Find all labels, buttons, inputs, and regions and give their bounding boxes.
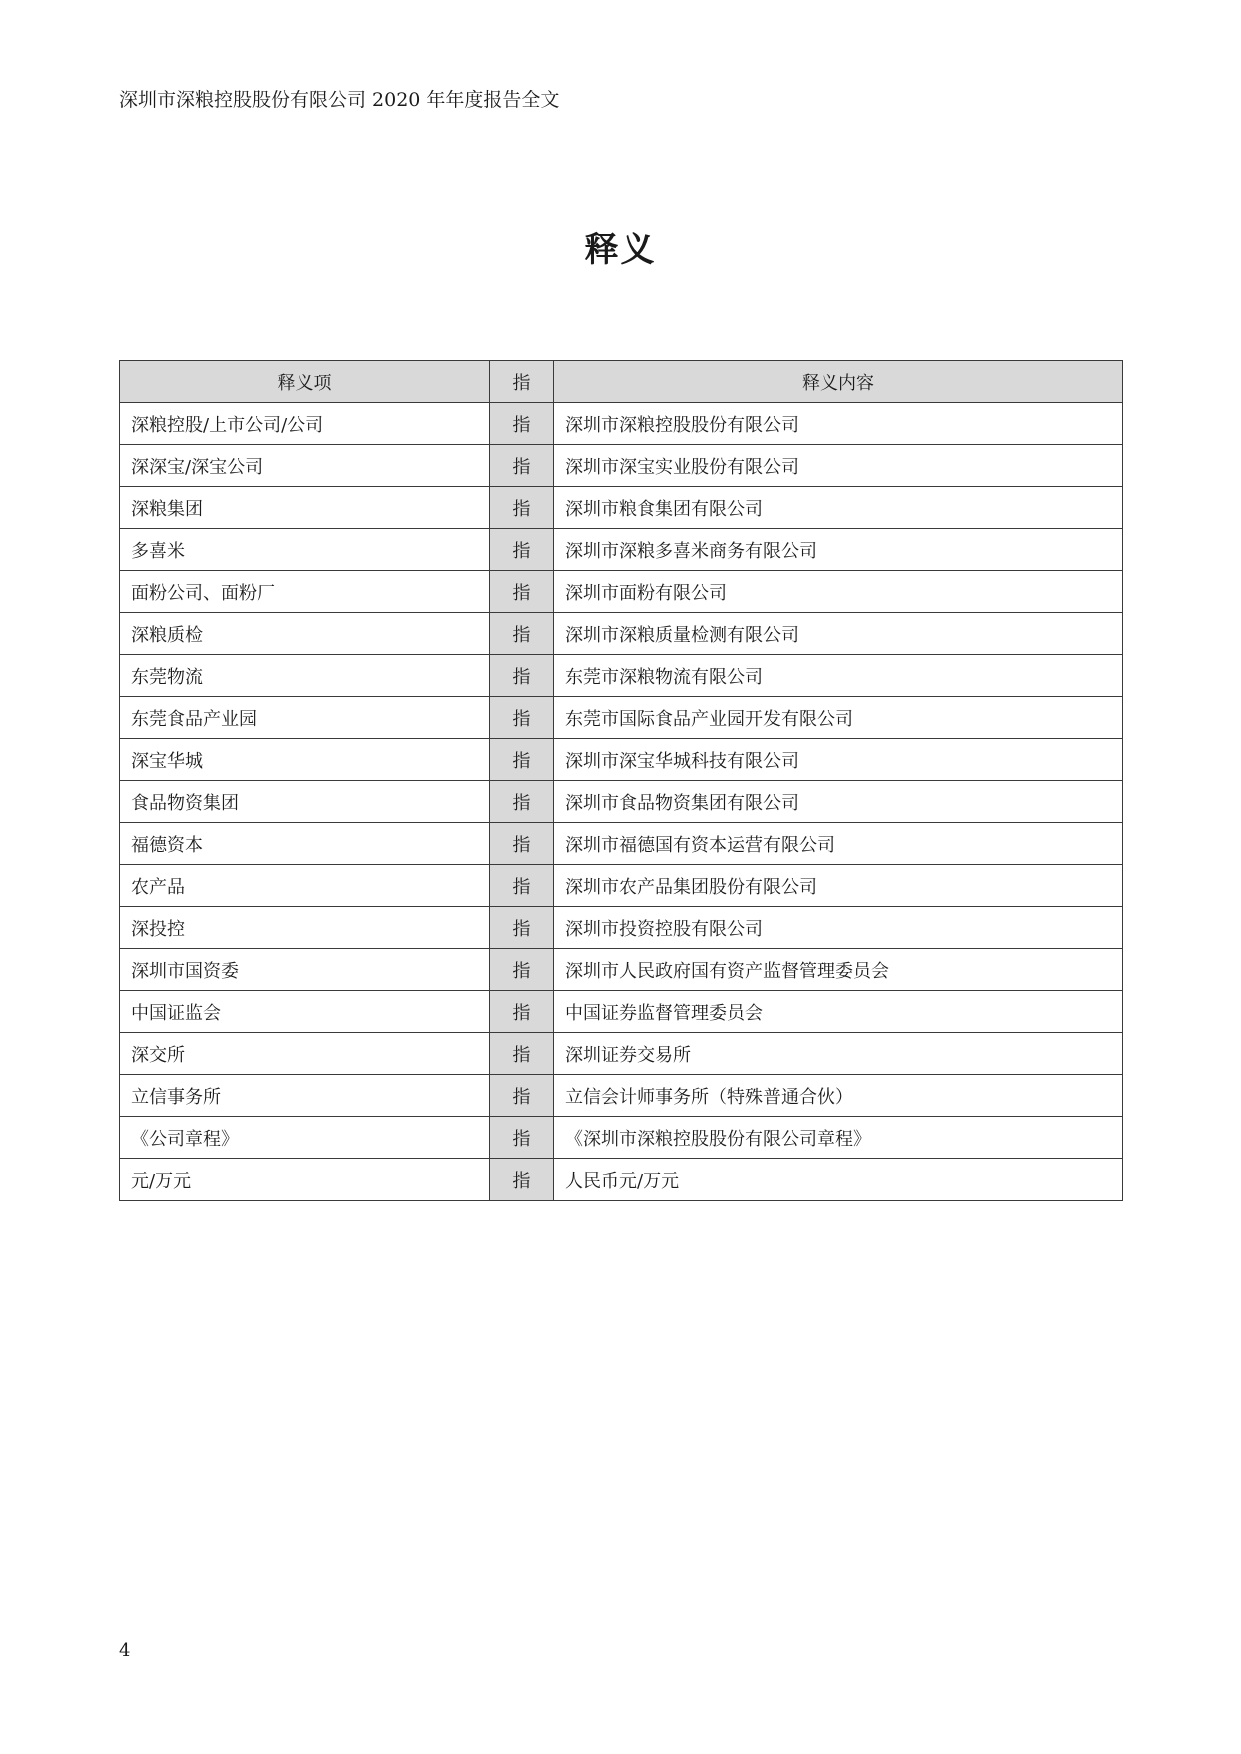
- term-cell: 中国证监会: [120, 991, 490, 1033]
- term-cell: 深交所: [120, 1033, 490, 1075]
- table-row: [120, 781, 1123, 823]
- meaning-cell: 深圳市深粮多喜米商务有限公司: [554, 529, 1123, 571]
- meaning-cell: 中国证券监督管理委员会: [554, 991, 1123, 1033]
- term-cell: 深宝华城: [120, 739, 490, 781]
- table-row: [120, 823, 1123, 865]
- meaning-cell: 人民币元/万元: [554, 1159, 1123, 1201]
- refers-cell: 指: [490, 865, 554, 907]
- term-cell: 福德资本: [120, 823, 490, 865]
- table-row: [120, 697, 1123, 739]
- section-title: 释义: [584, 230, 657, 270]
- refers-cell: 指: [490, 907, 554, 949]
- refers-cell: 指: [490, 1159, 554, 1201]
- term-cell: 东莞物流: [120, 655, 490, 697]
- term-cell: 东莞食品产业园: [120, 697, 490, 739]
- term-cell: 《公司章程》: [120, 1117, 490, 1159]
- term-cell: 深深宝/深宝公司: [120, 445, 490, 487]
- table-row: [120, 991, 1123, 1033]
- column-header-refers: 指: [490, 361, 554, 403]
- term-cell: 多喜米: [120, 529, 490, 571]
- refers-cell: 指: [490, 613, 554, 655]
- meaning-cell: 深圳市农产品集团股份有限公司: [554, 865, 1123, 907]
- meaning-cell: 深圳市深粮控股股份有限公司: [554, 403, 1123, 445]
- meaning-cell: 深圳市粮食集团有限公司: [554, 487, 1123, 529]
- running-header: 深圳市深粮控股股份有限公司 2020 年年度报告全文: [119, 89, 560, 111]
- meaning-cell: 深圳证券交易所: [554, 1033, 1123, 1075]
- refers-cell: 指: [490, 991, 554, 1033]
- meaning-cell: 深圳市深宝华城科技有限公司: [554, 739, 1123, 781]
- meaning-cell: 东莞市深粮物流有限公司: [554, 655, 1123, 697]
- refers-cell: 指: [490, 697, 554, 739]
- term-cell: 面粉公司、面粉厂: [120, 571, 490, 613]
- table-row: [120, 1117, 1123, 1159]
- meaning-cell: 深圳市食品物资集团有限公司: [554, 781, 1123, 823]
- table-row: [120, 907, 1123, 949]
- table-row: [120, 1033, 1123, 1075]
- meaning-cell: 深圳市面粉有限公司: [554, 571, 1123, 613]
- meaning-cell: 深圳市投资控股有限公司: [554, 907, 1123, 949]
- term-cell: 食品物资集团: [120, 781, 490, 823]
- refers-cell: 指: [490, 1117, 554, 1159]
- refers-cell: 指: [490, 781, 554, 823]
- table-header-row: [120, 361, 1123, 403]
- table-row: [120, 403, 1123, 445]
- meaning-cell: 深圳市深粮质量检测有限公司: [554, 613, 1123, 655]
- table-row: [120, 865, 1123, 907]
- meaning-cell: 深圳市福德国有资本运营有限公司: [554, 823, 1123, 865]
- refers-cell: 指: [490, 529, 554, 571]
- term-cell: 农产品: [120, 865, 490, 907]
- page-number: 4: [119, 1640, 131, 1661]
- term-cell: 元/万元: [120, 1159, 490, 1201]
- table-row: [120, 487, 1123, 529]
- term-cell: 深粮集团: [120, 487, 490, 529]
- meaning-cell: 立信会计师事务所（特殊普通合伙）: [554, 1075, 1123, 1117]
- term-cell: 深粮质检: [120, 613, 490, 655]
- refers-cell: 指: [490, 1075, 554, 1117]
- refers-cell: 指: [490, 571, 554, 613]
- table-row: [120, 949, 1123, 991]
- meaning-cell: 深圳市深宝实业股份有限公司: [554, 445, 1123, 487]
- refers-cell: 指: [490, 487, 554, 529]
- table-row: [120, 571, 1123, 613]
- table-row: [120, 613, 1123, 655]
- table-row: [120, 529, 1123, 571]
- column-header-meaning: 释义内容: [554, 361, 1123, 403]
- refers-cell: 指: [490, 949, 554, 991]
- table-row: [120, 1075, 1123, 1117]
- definition-rows: [120, 403, 1123, 1201]
- meaning-cell: 深圳市人民政府国有资产监督管理委员会: [554, 949, 1123, 991]
- column-header-term: 释义项: [120, 361, 490, 403]
- table-row: [120, 445, 1123, 487]
- table-row: [120, 655, 1123, 697]
- term-cell: 深粮控股/上市公司/公司: [120, 403, 490, 445]
- term-cell: 深圳市国资委: [120, 949, 490, 991]
- refers-cell: 指: [490, 445, 554, 487]
- refers-cell: 指: [490, 1033, 554, 1075]
- term-cell: 深投控: [120, 907, 490, 949]
- term-cell: 立信事务所: [120, 1075, 490, 1117]
- meaning-cell: 《深圳市深粮控股股份有限公司章程》: [554, 1117, 1123, 1159]
- refers-cell: 指: [490, 739, 554, 781]
- refers-cell: 指: [490, 823, 554, 865]
- refers-cell: 指: [490, 403, 554, 445]
- meaning-cell: 东莞市国际食品产业园开发有限公司: [554, 697, 1123, 739]
- table-row: [120, 1159, 1123, 1201]
- definitions-table: [119, 360, 1123, 1201]
- table-row: [120, 739, 1123, 781]
- refers-cell: 指: [490, 655, 554, 697]
